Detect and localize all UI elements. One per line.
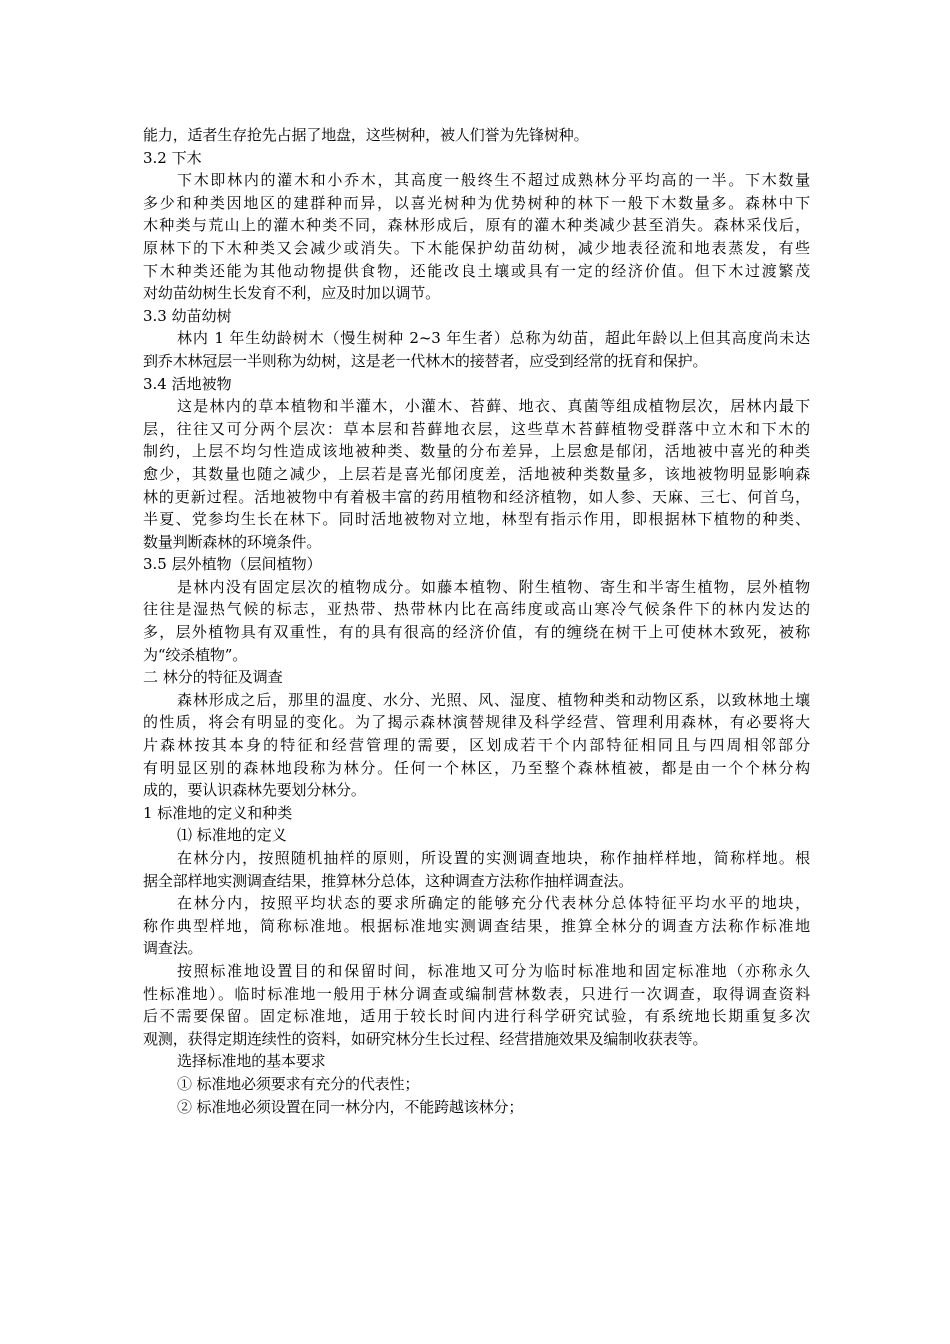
paragraph-line: 按照标准地设置目的和保留时间，标准地又可分为临时标准地和固定标准地（亦称永久 [177, 961, 810, 980]
paragraph-line: 性标准地）。临时标准地一般用于林分调查或编制营林数表，只进行一次调查，取得调查资料 [143, 984, 810, 1003]
paragraph-line: 在林分内，按照随机抽样的原则，所设置的实测调查地块，称作抽样样地，简称样地。根 [177, 849, 810, 867]
paragraph-line: 为“绞杀植物”。 [143, 645, 248, 664]
section-heading-3-3: 3.3 幼苗幼树 [143, 306, 232, 325]
paragraph-3-5 [143, 576, 810, 666]
paragraph-line: 愈少，其数量也随之减少，上层若是喜光郁闭度差，活地被种类数量多，该地被物明显影响森 [143, 464, 810, 483]
paragraph-line: 层，往往又可分两个层次：草本层和苔藓地衣层，这些草木苔藓植物受群落中立木和下木的 [143, 419, 810, 438]
section-heading-1: 1 标准地的定义和种类 [143, 803, 293, 822]
paragraph-line: 能力，适者生存抢先占据了地盘，这些树种，被人们誉为先锋树种。 [143, 126, 589, 144]
paragraph-line: 观测，获得定期连续性的资料，如研究林分生长过程、经营措施效果及编制收获表等。 [143, 1029, 708, 1048]
requirements-title: 选择标准地的基本要求 [177, 1052, 326, 1071]
section-heading-3-5: 3.5 层外植物（层间植物） [143, 555, 322, 574]
subsection-heading-1a: ⑴ 标准地的定义 [177, 826, 287, 845]
paragraph-line: 半夏、党参均生长在林下。同时活地被物对立地，林型有指示作用，即根据林下植物的种类、 [143, 510, 810, 529]
paragraph-line: 对幼苗幼树生长发育不利，应及时加以调节。 [143, 284, 441, 303]
paragraph-line: 制约，上层不均匀性造成该地被种类、数量的分布差异，上层愈是郁闭，活地被中喜光的种类 [143, 442, 810, 461]
paragraph-3-4 [143, 395, 810, 553]
paragraph-line: 多少和种类因地区的建群种而异，以喜光树种为优势树种的林下一般下木数量多。森林中下 [143, 193, 810, 212]
paragraph-line: 下木即林内的灌木和小乔木，其高度一般终生不超过成熟林分平均高的一半。下木数量 [177, 171, 810, 190]
document-page [143, 124, 810, 1118]
paragraph-chapter-2 [143, 689, 810, 802]
section-heading-3-4: 3.4 活地被物 [143, 374, 232, 393]
paragraph-line: 林的更新过程。活地被物中有着极丰富的药用植物和经济植物，如人参、天麻、三七、何首乌， [143, 487, 810, 506]
requirement-item: ② 标准地必须设置在同一林分内，不能跨越该林分； [177, 1097, 524, 1116]
paragraph-line: 多，层外植物具有双重性，有的具有很高的经济价值，有的缠绕在树干上可使林木致死，被称 [143, 623, 810, 642]
paragraph-line: 片森林按其本身的特征和经营管理的需要，区划成若干个内部特征相同且与四周相邻部分 [143, 736, 810, 755]
paragraph-3-2 [143, 169, 810, 305]
paragraph-line: 原林下的下木种类又会减少或消失。下木能保护幼苗幼树，减少地表径流和地表蒸发，有些 [143, 238, 810, 257]
paragraph-line: 的性质，将会有明显的变化。为了揭示森林演替规律及科学经营、管理利用森林，有必要将大 [143, 713, 810, 732]
paragraph-line: 数量判断森林的环境条件。 [143, 532, 322, 551]
paragraph-line: 林内 1 年生幼龄树木（慢生树种 2~3 年生者）总称为幼苗，超此年龄以上但其高度尚未达 [177, 329, 810, 348]
paragraph-line: 到乔木林冠层一半则称为幼树，这是老一代林木的接替者，应受到经常的抚育和保护。 [143, 351, 708, 370]
paragraph-3-3 [143, 327, 810, 372]
paragraph-line: 成的，要认识森林先要划分林分。 [143, 781, 366, 800]
paragraph-line: 在林分内，按照平均状态的要求所确定的能够充分代表林分总体特征平均水平的地块， [177, 894, 810, 913]
paragraph-line: 称作典型样地，简称标准地。根据标准地实测调查结果，推算全林分的调查方法称作标准地 [143, 916, 810, 935]
paragraph-line: 是林内没有固定层次的植物成分。如藤本植物、附生植物、寄生和半寄生植物，层外植物 [177, 577, 810, 596]
paragraph-line: 据全部样地实测调查结果，推算林分总体，这种调查方法称作抽样调查法。 [143, 871, 634, 890]
paragraph-line: 木种类与荒山上的灌木种类不同，森林形成后，原有的灌木种类减少甚至消失。森林采伐后， [143, 216, 810, 235]
paragraph-line: 调查法。 [143, 939, 203, 958]
chapter-heading-2: 二 林分的特征及调查 [143, 668, 283, 687]
paragraph-1c [143, 960, 810, 1050]
paragraph-1a [143, 847, 810, 892]
paragraph-line: 森林形成之后，那里的温度、水分、光照、风、湿度、植物种类和动物区系，以致林地土壤 [177, 690, 810, 709]
requirement-item: ① 标准地必须要求有充分的代表性； [177, 1074, 420, 1093]
paragraph-line: 这是林内的草本植物和半灌木，小灌木、苔藓、地衣、真菌等组成植物层次，居林内最下 [177, 397, 810, 416]
paragraph-line: 有明显区别的森林地段称为林分。任何一个林区，乃至整个森林植被，都是由一个个林分构 [143, 758, 810, 777]
paragraph-line: 往往是湿热气候的标志，亚热带、热带林内比在高纬度或高山寒冷气候条件下的林内发达的 [143, 600, 810, 619]
paragraph-1b [143, 892, 810, 960]
paragraph-line: 下木种类还能为其他动物提供食物，还能改良土壤或具有一定的经济价值。但下木过渡繁茂 [143, 261, 810, 280]
section-heading-3-2: 3.2 下木 [143, 148, 202, 167]
paragraph-line: 后不需要保留。固定标准地，适用于较长时间内进行科学研究试验，有系统地长期重复多次 [143, 1007, 810, 1026]
